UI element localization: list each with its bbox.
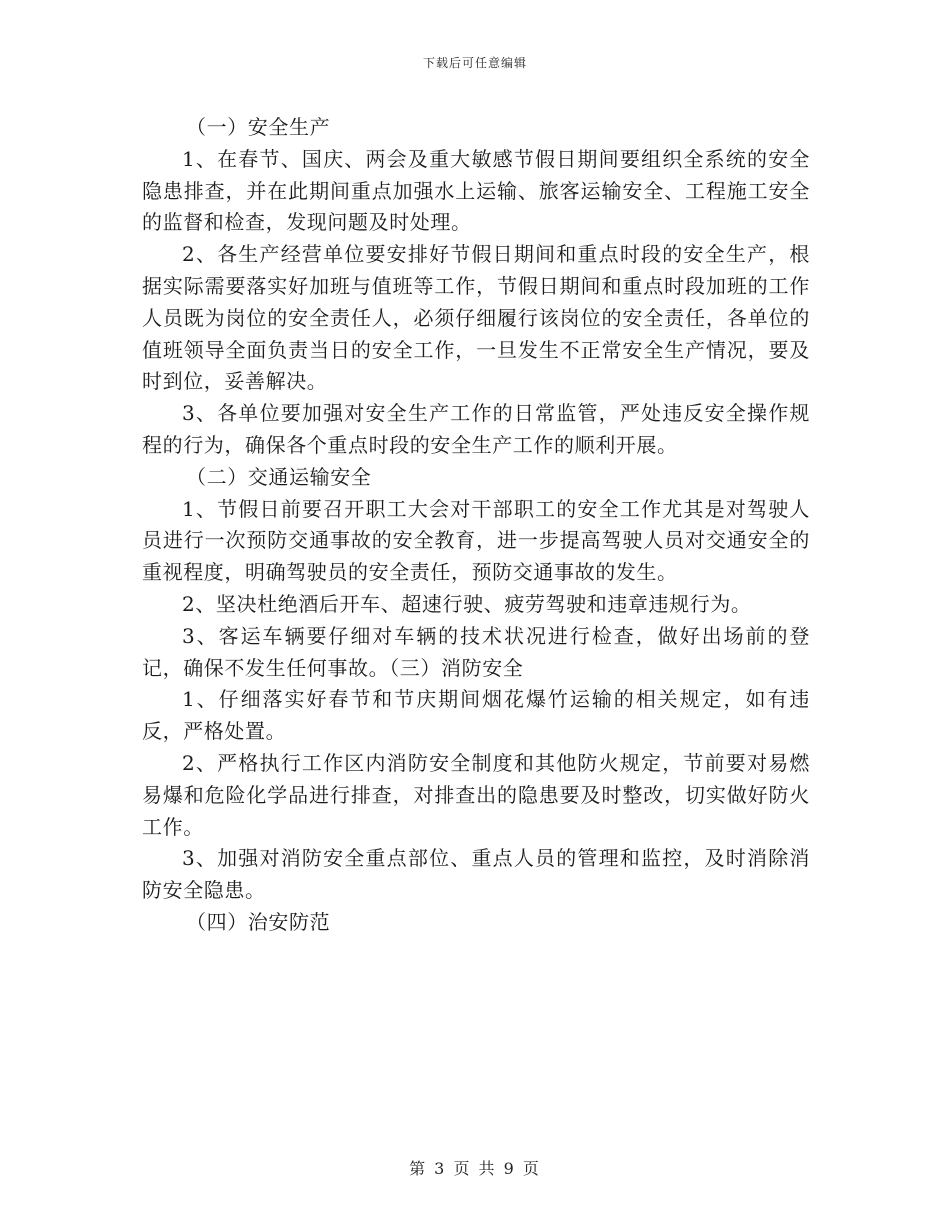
paragraph: 2、各生产经营单位要安排好节假日期间和重点时段的安全生产，根据实际需要落实好加班与值班等工作，节假日期间和重点时段加班的工作人员既为岗位的安全责任人，必须仔细履行该岗位的安全责任，各单位的值班领导全面负责当日的安全工作，一旦发生不正常安全生产情况，要及时到位，妥善解决。 xyxy=(142,242,810,394)
section-heading-safety-production: （一）安全生产 xyxy=(186,115,331,139)
paragraph: 2、坚决杜绝酒后开车、超速行驶、疲劳驾驶和违章违规行为。 xyxy=(182,591,752,616)
paragraph: 3、各单位要加强对安全生产工作的日常监管，严处违反安全操作规程的行为，确保各个重点时段的安全生产工作的顺利开展。 xyxy=(142,401,810,457)
paragraph: 2、严格执行工作区内消防安全制度和其他防火规定，节前要对易燃易爆和危险化学品进行排查，对排查出的隐患要及时整改，切实做好防火工作。 xyxy=(142,750,810,839)
page-number: 第 3 页 共 9 页 xyxy=(409,1159,541,1178)
paragraph: 1、仔细落实好春节和节庆期间烟花爆竹运输的相关规定，如有违反，严格处置。 xyxy=(142,687,810,744)
page-header: 下载后可任意编辑 xyxy=(422,56,527,70)
paragraph: 1、节假日前要召开职工大会对干部职工的安全工作尤其是对驾驶人员进行一次预防交通事故的安全教育，进一步提高驾驶人员对交通安全的重视程度，明确驾驶员的安全责任，预防交通事故的发生。 xyxy=(142,496,810,585)
paragraph: 3、加强对消防安全重点部位、重点人员的管理和监控，及时消除消防安全隐患。 xyxy=(142,846,810,903)
paragraph: 3、客运车辆要仔细对车辆的技术状况进行检查，做好出场前的登记，确保不发生任何事故。（三）消防安全 xyxy=(142,623,810,680)
section-heading-public-security: （四）治安防范 xyxy=(186,909,331,934)
paragraph: 1、在春节、国庆、两会及重大敏感节假日期间要组织全系统的安全隐患排查，并在此期间重点加强水上运输、旅客运输安全、工程施工安全的监督和检查，发现问题及时处理。 xyxy=(142,146,810,235)
document-body xyxy=(142,112,810,939)
section-heading-traffic-safety: （二）交通运输安全 xyxy=(186,464,372,489)
